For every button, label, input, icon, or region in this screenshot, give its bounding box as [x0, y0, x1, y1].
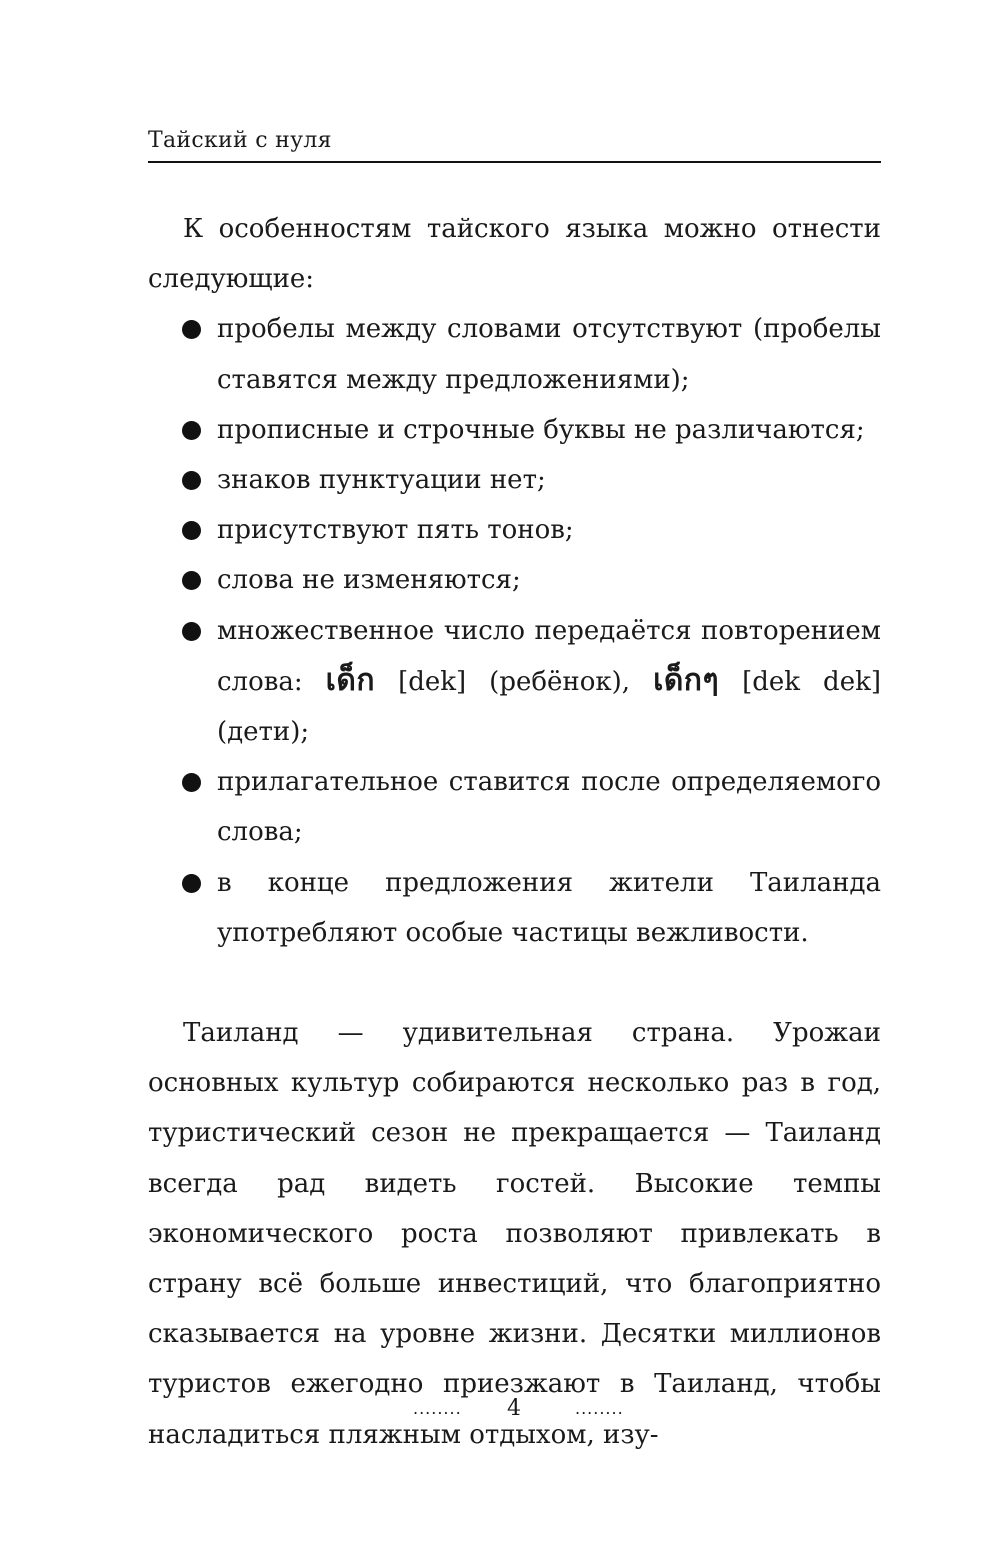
bullet-icon: [182, 773, 201, 792]
thai-word-children: เด็กๆ: [653, 662, 720, 698]
page-footer: [0, 1394, 1000, 1424]
list-item: [148, 555, 881, 605]
list-item-text: слова не изменяются;: [217, 565, 521, 596]
intro-paragraph: К особенностям тайского языка можно отнести следующие:: [148, 214, 881, 295]
list-item: [148, 757, 881, 857]
footer-dots-right: ........: [575, 1399, 624, 1418]
list-item-text: в конце предложения жители Таиланда употребляют особые частицы вежливости.: [217, 867, 881, 948]
list-item: [148, 405, 881, 455]
thai-word-child: เด็ก: [325, 662, 376, 698]
bullet-icon: [182, 471, 201, 490]
running-header: Тайский с нуля: [148, 128, 332, 153]
transliteration-children: [dek dek] (дети);: [217, 666, 881, 748]
header-rule: [148, 161, 881, 163]
list-item-text: знаков пунктуации нет;: [217, 465, 546, 496]
bullet-icon: [182, 320, 201, 339]
body-paragraph: Таиланд — удивительная страна. Урожаи основных культур собираются несколько раз в год, туристический сезон не прекращается — Таиланд всегда рад видеть гостей. Высокие темпы экономического роста позволяют привлекать в страну всё больше инвестиций, что благоприятно сказывается на уровне жизни. Десятки миллионов туристов ежегодно приезжают в Таиланд, чтобы насладиться пляжным отдыхом, изу-: [148, 1018, 881, 1450]
bullet-icon: [182, 521, 201, 540]
plural-intro: множественное число передаётся повторением слова:: [217, 615, 881, 697]
bullet-icon: [182, 571, 201, 590]
bullet-icon: [182, 874, 201, 893]
features-list: [148, 304, 881, 958]
list-item-plural: [148, 606, 881, 758]
list-item: [148, 304, 881, 404]
transliteration-child: [dek] (ребёнок),: [375, 666, 654, 697]
list-item-text: присутствуют пять тонов;: [217, 515, 574, 546]
footer-dots-left: ........: [413, 1399, 462, 1418]
list-item-text: пробелы между словами отсутствуют (пробелы ставятся между предложениями);: [217, 314, 881, 395]
list-item: [148, 505, 881, 555]
list-item: [148, 455, 881, 505]
bullet-icon: [182, 622, 201, 641]
list-item-text: прилагательное ставится после определяемого слова;: [217, 767, 881, 848]
bullet-icon: [182, 421, 201, 440]
page-body: [148, 204, 881, 1460]
section-gap: [148, 958, 881, 1008]
page-number: 4: [507, 1396, 521, 1421]
list-item-text: прописные и строчные буквы не различаются;: [217, 414, 865, 445]
list-item: [148, 858, 881, 958]
